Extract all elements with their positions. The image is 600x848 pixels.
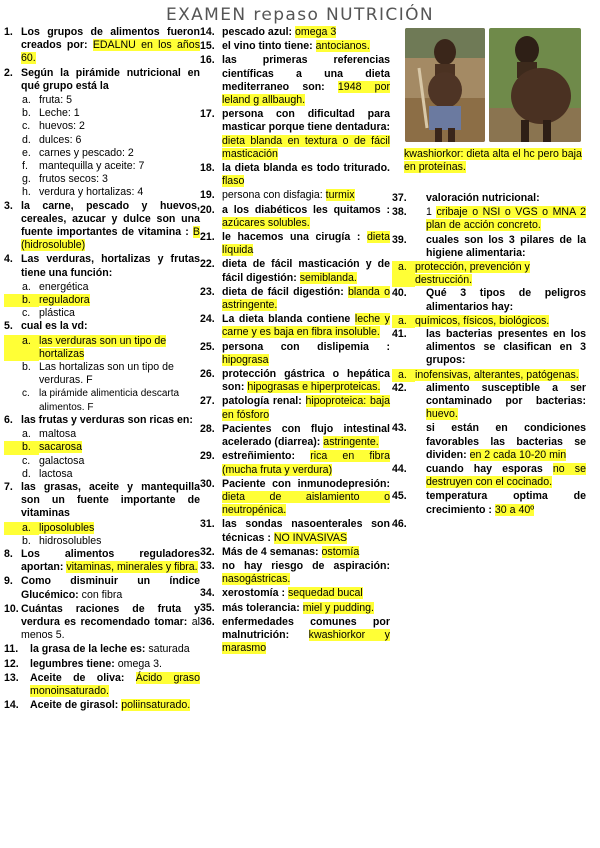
question-25: 25. persona con dislipemia : hipograsa	[200, 340, 390, 366]
question-21: 21. le hacemos una cirugía : dieta líquida	[200, 231, 390, 257]
option: b. hidrosolubles	[22, 534, 102, 547]
option: a. inofensivas, alterantes, patógenas.	[392, 369, 586, 382]
question-7: 7. las grasas, aceite y mantequilla son un fuente importante de vitaminas	[4, 480, 200, 520]
question-33: 33. no hay riesgo de aspiración: nasogástricas.	[200, 559, 390, 586]
question-40: 40. Qué 3 tipos de peligros alimentarios hay:	[392, 287, 586, 313]
question-38: 38. 1 cribaje o NSI o VGS o MNA 2 plan de acción concreto.	[392, 206, 586, 232]
option: b. sacarosa	[4, 441, 200, 454]
option: a. protección, prevención y destrucción.	[392, 261, 586, 287]
option: c. galactosa	[22, 454, 85, 467]
child-photo-1-image	[405, 28, 485, 142]
question-35: 35. más tolerancia: miel y pudding.	[200, 601, 374, 614]
option: g. frutos secos: 3	[22, 173, 108, 186]
question-26: 26. protección gástrica o hepática son: hipograsas e hiperproteicas.	[200, 368, 390, 394]
question-17: 17. persona con dificultad para masticar porque tiene dentadura: dieta blanda en textura o de fácil masticación	[200, 108, 390, 160]
answer: con fibra	[81, 588, 123, 601]
answer: Ácido graso monoinsaturado.	[30, 671, 200, 697]
question-16: 16. las primeras referencias científicas a una dieta mediterraneo son: 1948 por leland g allbaugh.	[200, 54, 390, 107]
answer: omega 3.	[117, 657, 162, 670]
option: a. energética	[22, 280, 89, 293]
question-12: 12. legumbres tiene: omega 3.	[4, 657, 162, 670]
option: c. huevos: 2	[22, 120, 85, 133]
option: a. químicos, físicos, biológicos.	[392, 315, 586, 328]
option: b. Leche: 1	[22, 107, 80, 120]
question-31: 31. las sondas nasoenterales son técnicas : NO INVASIVAS	[200, 518, 390, 544]
option: a. liposolubles	[4, 522, 200, 535]
option: e. carnes y pescado: 2	[22, 146, 134, 159]
option: c. la pirámide alimenticia descarta alimentos. F	[22, 388, 180, 413]
question-39: 39. cuales son los 3 pilares de la higiene alimentaria:	[392, 233, 586, 259]
question-34: 34. xerostomía : sequedad bucal	[200, 587, 363, 600]
question-22: 22. dieta de fácil masticación y de fácil digestión: semiblanda.	[200, 258, 390, 284]
question-29: 29. estreñimiento: rica en fibra (mucha fruta y verdura)	[200, 450, 390, 476]
option: c. plástica	[22, 307, 75, 320]
option: a. las verduras son un tipo de hortalizas	[4, 335, 200, 361]
child-photo-1	[405, 28, 485, 142]
question-5: 5. cual es la vd:	[4, 320, 88, 333]
question-23: 23. dieta de fácil digestión: blanda o astringente.	[200, 285, 390, 312]
question-45: 45. temperatura optima de crecimiento : 30 a 40º	[392, 490, 586, 516]
option: f. mantequilla y aceite: 7	[22, 160, 145, 173]
question-9: 9. Como disminuir un índice Glucémico: con fibra	[4, 575, 200, 601]
question-14: 14. Aceite de girasol: poliinsaturado.	[4, 699, 191, 712]
question-10: 10. Cuántas raciones de fruta y verdura es recomendado tomar: al menos 5.	[4, 602, 200, 642]
child-photo-2	[489, 28, 581, 142]
column-2	[200, 26, 390, 656]
question-2: 2. Según la pirámide nutricional en qué grupo está la	[4, 66, 200, 92]
option: b. Las hortalizas son un tipo de verduras. F	[22, 361, 174, 387]
question-20: 20. a los diabéticos les quitamos : azúcares solubles.	[200, 203, 390, 229]
question-37: 37. valoración nutricional:	[392, 192, 540, 204]
question-28: 28. Pacientes con flujo intestinal acelerado (diarrea): astringente.	[200, 422, 390, 449]
option: a. maltosa	[22, 428, 77, 441]
answer: poliinsaturado.	[121, 699, 191, 712]
question-44: 44. cuando hay esporas no se destruyen con el cocinado.	[392, 463, 586, 489]
question-1: 1. Los grupos de alimentos fueron creados por: EDALNU en los años 60.	[4, 26, 200, 65]
question-3: 3. la carne, pescado y huevos, cereales, azucar y dulce son una fuente importantes de vitamina : B (hidrosoluble)	[4, 199, 200, 252]
option: b. reguladora	[4, 294, 200, 307]
question-8: 8. Los alimentos reguladores aportan: vitaminas, minerales y fibra.	[4, 547, 200, 574]
option: d. dulces: 6	[22, 133, 82, 146]
option: d. lactosa	[22, 467, 73, 480]
question-43: 43. si están en condiciones favorables las bacterias se dividen: en 2 cada 10-20 min	[392, 422, 586, 461]
question-6: 6. las frutas y verduras son ricas en:	[4, 413, 193, 426]
option: h. verdura y hortalizas: 4	[22, 186, 144, 199]
column-3	[392, 192, 586, 532]
question-11: 11. la grasa de la leche es: saturada	[4, 643, 190, 656]
answer: saturada	[148, 643, 190, 656]
question-24: 24. La dieta blanda contiene leche y carne y es baja en fibra insoluble.	[200, 313, 390, 339]
question-15: 15. el vino tinto tiene: antocianos.	[200, 40, 370, 53]
question-14b: 14. pescado azul: omega 3	[200, 26, 337, 38]
question-13: 13. Aceite de oliva: Ácido graso monoinsaturado.	[4, 671, 200, 697]
question-46: 46.	[392, 517, 407, 530]
question-42: 42. alimento susceptible a ser contaminado por bacterias: huevo.	[392, 381, 586, 421]
question-19: 19. persona con disfagia: turmix	[200, 189, 355, 202]
answer: B (hidrosoluble)	[21, 226, 200, 252]
photo-caption: kwashiorkor: dieta alta el hc pero baja en proteínas.	[404, 148, 582, 174]
question-32: 32. Más de 4 semanas: ostomía	[200, 545, 360, 558]
page-title: EXAMEN repaso NUTRICIÓN	[165, 5, 435, 25]
option: a. fruta: 5	[22, 94, 72, 107]
question-4: 4. Las verduras, hortalizas y frutas tiene una función:	[4, 253, 200, 279]
question-18: 18. la dieta blanda es todo triturado. flaso	[200, 162, 390, 188]
question-30: 30. Paciente con inmunodepresión: dieta de aislamiento o neutropénica.	[200, 477, 390, 517]
question-41: 41. las bacterias presentes en los alimentos se clasifican en 3 grupos:	[392, 328, 586, 367]
answer: al menos 5.	[21, 615, 200, 642]
question-36: 36. enfermedades comunes por malnutrición: kwashiorkor y marasmo	[200, 615, 390, 655]
column-1	[4, 26, 200, 713]
answer: EDALNU en los años 60.	[21, 39, 200, 65]
answer: vitaminas, minerales y fibra.	[66, 561, 198, 574]
question-27: 27. patología renal: hipoproteica: baja en fósforo	[200, 395, 390, 421]
child-photo-2-image	[489, 28, 581, 142]
